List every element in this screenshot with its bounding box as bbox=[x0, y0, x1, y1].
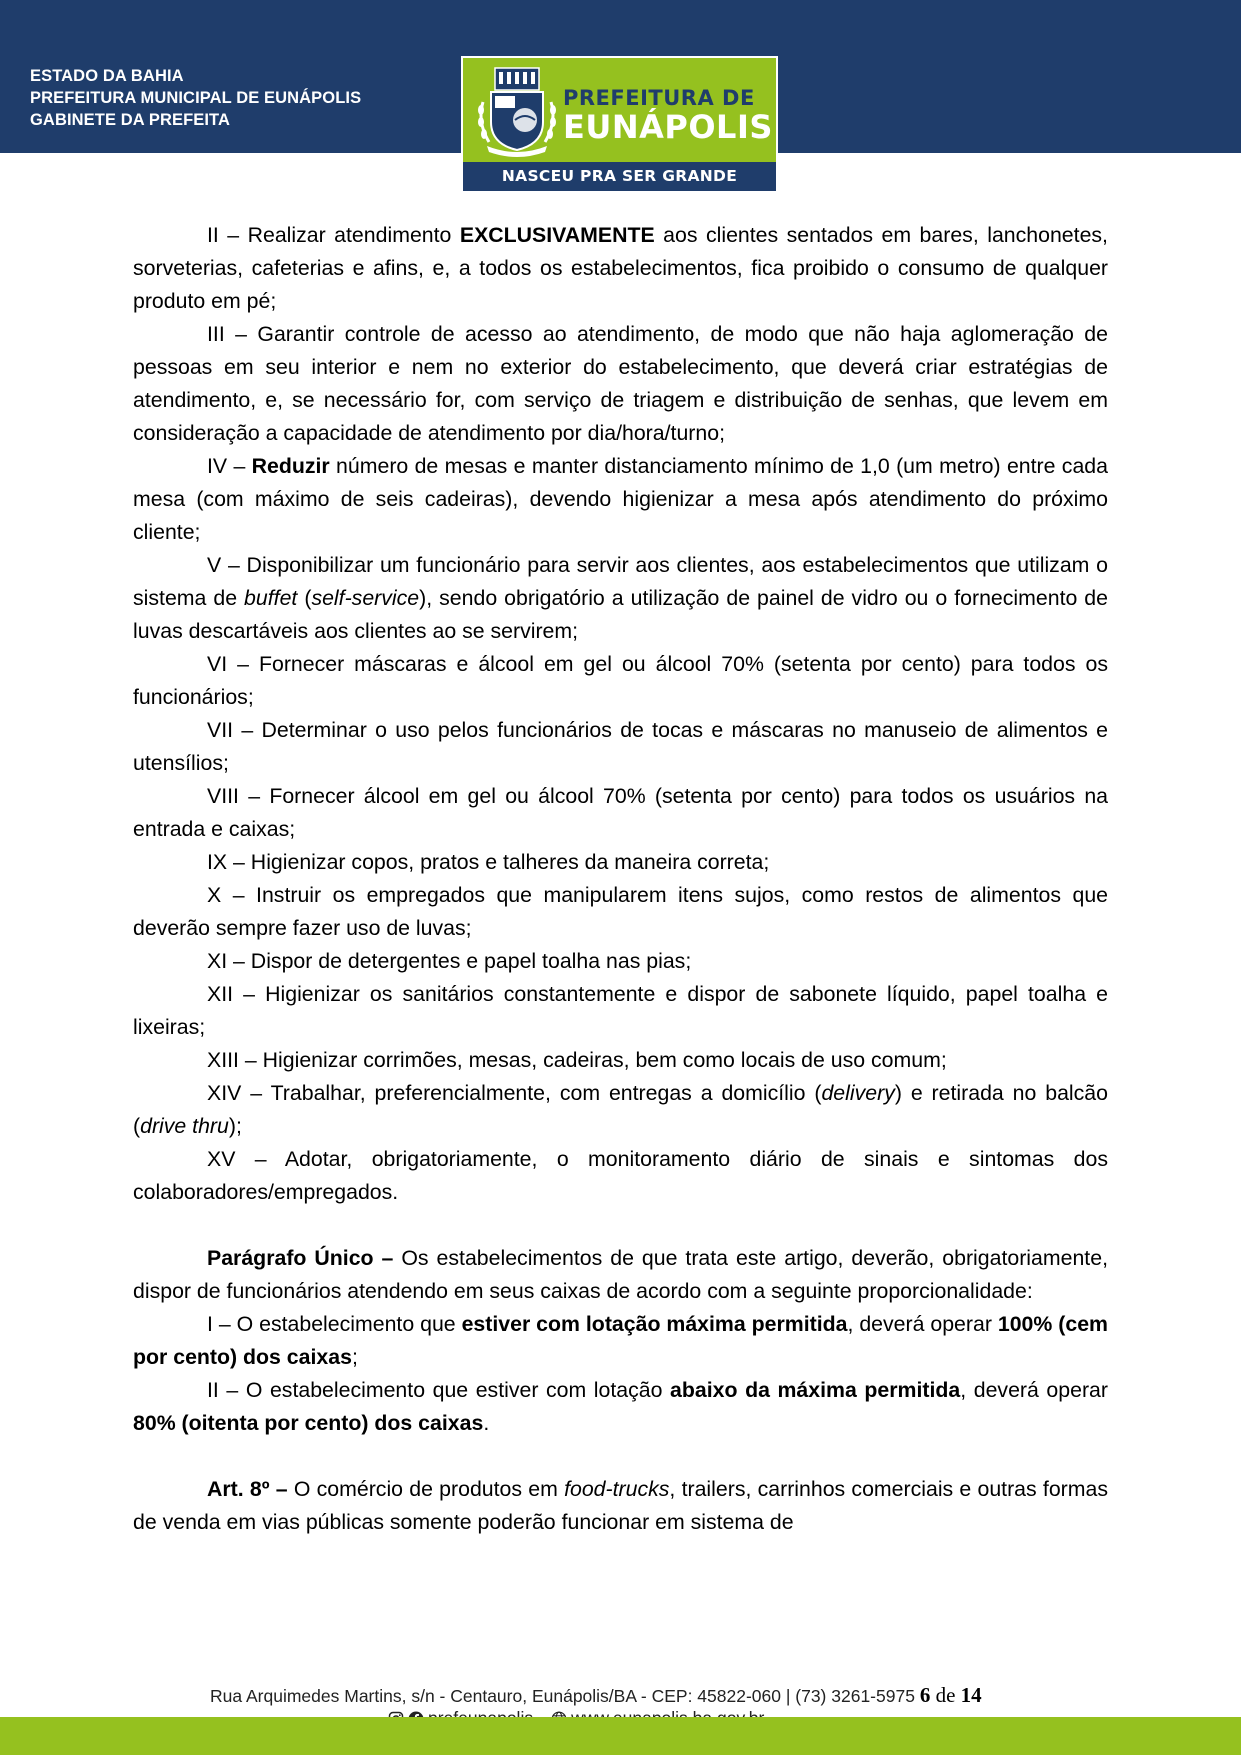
paragrafo-unico-item-i: I – O estabelecimento que estiver com lotação máxima permitida, deverá operar 100% (cem por cento) dos caixas; bbox=[133, 1312, 1108, 1369]
logo-title-line1: PREFEITURA DE bbox=[563, 86, 755, 110]
item-v: V – Disponibilizar um funcionário para servir aos clientes, aos estabelecimentos que utilizam o sistema de buffet (self-service), sendo obrigatório a utilização de painel de vidro ou o fornecimento de luvas descartáveis aos clientes ao se servirem; bbox=[133, 553, 1109, 643]
item-xiv: XIV – Trabalhar, preferencialmente, com entregas a domicílio (delivery) e retirada no balcão (drive thru); bbox=[133, 1081, 1108, 1138]
item-xii: XII – Higienizar os sanitários constantemente e dispor de sabonete líquido, papel toalha e lixeiras; bbox=[133, 982, 1108, 1039]
item-x: X – Instruir os empregados que manipularem itens sujos, como restos de alimentos que deverão sempre fazer uso de luvas; bbox=[133, 883, 1109, 940]
item-vii: VII – Determinar o uso pelos funcionários de tocas e máscaras no manuseio de alimentos e utensílios; bbox=[133, 718, 1108, 775]
municipal-coat-of-arms-icon bbox=[473, 62, 561, 158]
prefeitura-logo bbox=[461, 56, 778, 193]
header-line-state: ESTADO DA BAHIA bbox=[30, 67, 184, 85]
item-ix: IX – Higienizar copos, pratos e talheres da maneira correta; bbox=[207, 850, 770, 874]
item-xi: XI – Dispor de detergentes e papel toalha nas pias; bbox=[207, 949, 692, 973]
logo-slogan: NASCEU PRA SER GRANDE bbox=[463, 162, 776, 191]
logo-green-panel bbox=[463, 58, 776, 162]
item-iv: IV – Reduzir número de mesas e manter distanciamento mínimo de 1,0 (um metro) entre cada mesa (com máximo de seis cadeiras), devendo higienizar a mesa após atendimento do próximo cliente; bbox=[133, 454, 1108, 544]
item-vi: VI – Fornecer máscaras e álcool em gel ou álcool 70% (setenta por cento) para todos os funcionários; bbox=[133, 652, 1109, 709]
page-current: 6 bbox=[919, 1683, 931, 1707]
document-body bbox=[133, 219, 1108, 1539]
footer-green-bar bbox=[0, 1717, 1241, 1755]
paragrafo-unico-item-ii: II – O estabelecimento que estiver com lotação abaixo da máxima permitida, deverá operar 80% (oitenta por cento) dos caixas. bbox=[133, 1378, 1108, 1435]
item-viii: VIII – Fornecer álcool em gel ou álcool 70% (setenta por cento) para todos os usuários na entrada e caixas; bbox=[133, 784, 1109, 841]
item-iii: III – Garantir controle de acesso ao atendimento, de modo que não haja aglomeração de pessoas em seu interior e nem no exterior do estabelecimento, que deverá criar estratégias de atendimento, e, se necessário for, com serviço de triagem e distribuição de senhas, que levem em consideração a capacidade de atendimento por dia/hora/turno; bbox=[133, 322, 1108, 445]
header-institution-lines bbox=[30, 65, 361, 131]
item-xiii: XIII – Higienizar corrimões, mesas, cadeiras, bem como locais de uso comum; bbox=[207, 1048, 947, 1072]
article-8: Art. 8º – O comércio de produtos em food-trucks, trailers, carrinhos comerciais e outras formas de venda em vias públicas somente poderão funcionar em sistema de bbox=[133, 1477, 1108, 1534]
item-xv: XV – Adotar, obrigatoriamente, o monitoramento diário de sinais e sintomas dos colaboradores/empregados. bbox=[133, 1147, 1108, 1204]
page-separator: de bbox=[930, 1683, 961, 1707]
footer-address: Rua Arquimedes Martins, s/n - Centauro, Eunápolis/BA - CEP: 45822-060 | (73) 3261-5975 bbox=[210, 1686, 920, 1706]
item-ii: II – Realizar atendimento EXCLUSIVAMENTE aos clientes sentados em bares, lanchonetes, sorveterias, cafeterias e afins, e, a todos os estabelecimentos, fica proibido o consumo de qualquer produto em pé; bbox=[133, 223, 1108, 313]
footer-address-line bbox=[210, 1683, 1110, 1708]
paragrafo-unico: Parágrafo Único – Os estabelecimentos de que trata este artigo, deverão, obrigatoriamente, dispor de funcionários atendendo em seus caixas de acordo com a seguinte proporcionalidade: bbox=[133, 1246, 1108, 1303]
logo-title-line2: EUNÁPOLIS bbox=[563, 108, 773, 146]
page-total: 14 bbox=[960, 1683, 982, 1707]
header-line-cabinet: GABINETE DA PREFEITA bbox=[30, 111, 231, 129]
header-line-municipality: PREFEITURA MUNICIPAL DE EUNÁPOLIS bbox=[30, 89, 362, 107]
